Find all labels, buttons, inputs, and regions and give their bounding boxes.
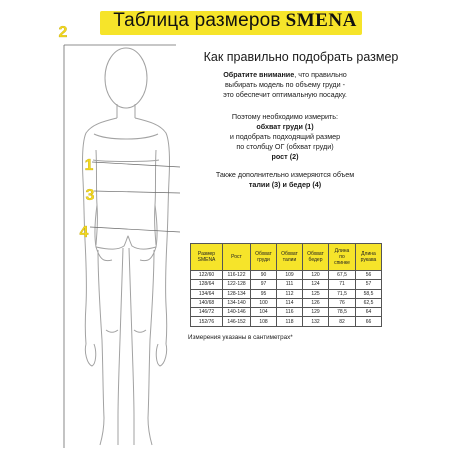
table-header-cell [329, 244, 356, 271]
table-cell: 62,5 [356, 298, 382, 307]
table-row [191, 280, 382, 289]
table-cell: 95 [251, 289, 277, 298]
table-header-cell [356, 244, 382, 271]
attention-line-1: , что правильно [294, 70, 347, 79]
table-header-line: Длина [361, 251, 376, 257]
table-cell: 109 [277, 271, 303, 280]
table-cell: 129 [303, 308, 329, 317]
table-cell: 66 [356, 317, 382, 326]
table-cell: 57 [356, 280, 382, 289]
table-header-line: Рост [231, 254, 242, 260]
table-body [191, 271, 382, 327]
table-header-line: Длина [334, 248, 350, 254]
table-cell: 111 [277, 280, 303, 289]
table-header-line: Обхват [255, 251, 272, 257]
table-header-line: рукава [360, 257, 377, 263]
table-header-line: Обхват [281, 251, 298, 257]
table-cell: 78,5 [329, 308, 356, 317]
table-cell: 71 [329, 280, 356, 289]
table-cell: 118 [277, 317, 303, 326]
table-row [191, 289, 382, 298]
body-outline [79, 48, 169, 445]
table-cell: 97 [251, 280, 277, 289]
table-cell: 108 [251, 317, 277, 326]
table-cell: 112 [277, 289, 303, 298]
table-header-line: спинке [334, 260, 350, 266]
attention-paragraph [195, 70, 375, 100]
chest-measure-line [92, 162, 180, 167]
table-cell: 140/68 [191, 298, 223, 307]
table-cell: 122-128 [223, 280, 251, 289]
table-header-row [191, 244, 382, 271]
table-row [191, 317, 382, 326]
table-cell: 56 [356, 271, 382, 280]
table-cell: 134/64 [191, 289, 223, 298]
table-cell: 132 [303, 317, 329, 326]
table-row [191, 308, 382, 317]
waist-marker: 3 [85, 187, 95, 204]
table-cell: 124 [303, 280, 329, 289]
title-brand: SMENA [285, 10, 357, 31]
height-measure-line [64, 45, 176, 448]
measure-line-3: и подобрать подходящий размер [229, 132, 341, 141]
extra-line-1: Также дополнительно измеряются объем [215, 170, 355, 179]
table-header-line: SMENA [197, 257, 216, 263]
table-cell: 120 [303, 271, 329, 280]
table-cell: 146-152 [223, 317, 251, 326]
table-cell: 140-146 [223, 308, 251, 317]
attention-line-3: это обеспечит оптимальную посадку. [223, 90, 347, 99]
table-header-line: по [339, 254, 345, 260]
info-heading: Как правильно подобрать размер [203, 50, 399, 64]
table-cell: 146/72 [191, 308, 223, 317]
table-header-line: Обхват [307, 251, 324, 257]
attention-bold: Обратите внимание [223, 70, 295, 79]
table-cell: 76 [329, 298, 356, 307]
measure-line-2: обхват груди (1) [256, 122, 314, 131]
table-header-cell [191, 244, 223, 271]
hips-measure-line [90, 227, 180, 232]
table-cell: 122/60 [191, 271, 223, 280]
waist-measure-line [94, 191, 180, 193]
measure-line-1: Поэтому необходимо измерить: [231, 112, 339, 121]
table-cell: 90 [251, 271, 277, 280]
measure-line-5: рост (2) [271, 152, 299, 161]
size-table [190, 243, 381, 326]
table-cell: 82 [329, 317, 356, 326]
chest-marker: 1 [84, 157, 94, 174]
table-cell: 128/64 [191, 280, 223, 289]
table-cell: 71,5 [329, 289, 356, 298]
extra-paragraph [180, 170, 390, 190]
measure-paragraph [195, 112, 375, 162]
height-marker: 2 [58, 24, 68, 41]
table-cell: 125 [303, 289, 329, 298]
table-cell: 134-140 [223, 298, 251, 307]
table-cell: 104 [251, 308, 277, 317]
table-cell: 116-122 [223, 271, 251, 280]
table-header-cell [303, 244, 329, 271]
table-header-cell [223, 244, 251, 271]
hips-marker: 4 [79, 224, 89, 241]
table-header-cell [277, 244, 303, 271]
attention-line-2: выбирать модель по объему груди - [224, 80, 345, 89]
table-cell: 128-134 [223, 289, 251, 298]
table-row [191, 298, 382, 307]
table-cell: 116 [277, 308, 303, 317]
table-cell: 100 [251, 298, 277, 307]
info-panel [176, 50, 436, 64]
table-header-line: груди [257, 257, 270, 263]
table-header-cell [251, 244, 277, 271]
table-cell: 58,5 [356, 289, 382, 298]
table-cell: 152/76 [191, 317, 223, 326]
table-header-line: талии [282, 257, 297, 263]
table-header-line: Размер [197, 251, 216, 257]
table-row [191, 271, 382, 280]
table-cell: 114 [277, 298, 303, 307]
table-cell: 126 [303, 298, 329, 307]
table-cell: 64 [356, 308, 382, 317]
measure-line-4: по столбцу ОГ (обхват груди) [236, 142, 334, 151]
title-main: Таблица размеров [113, 10, 281, 31]
extra-line-2: талии (3) и бедер (4) [248, 180, 322, 189]
table-cell: 67,5 [329, 271, 356, 280]
units-note: Измерения указаны в сантиметрах* [188, 334, 293, 341]
table-header-line: бедер [308, 257, 323, 263]
